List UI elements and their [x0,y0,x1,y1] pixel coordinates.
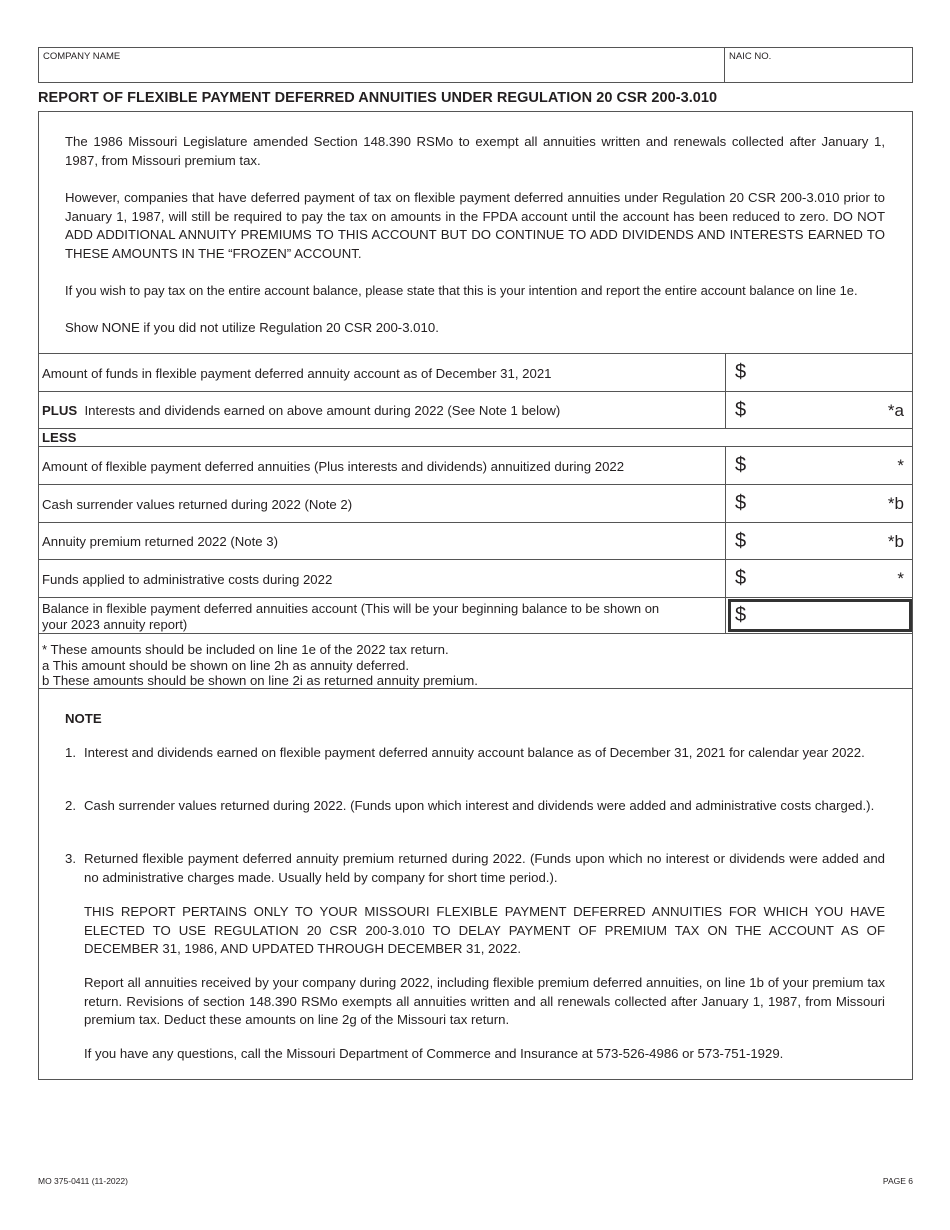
note-item-2 [65,797,885,816]
amount-field-interest[interactable] [725,392,912,428]
dollar-sign: $ [735,604,747,626]
row-label [42,601,659,633]
amount-field-funds[interactable] [725,354,912,391]
less-label: LESS [42,430,77,445]
row-label: Amount of funds in flexible payment deferred annuity account as of December 31, 2021 [42,366,552,381]
naic-number-label: NAIC NO. [729,51,772,62]
row-label: Annuity premium returned 2022 (Note 3) [42,534,279,549]
page-number: PAGE 6 [882,1176,913,1186]
row-label: Cash surrender values returned during 2022 (Note 2) [42,497,353,512]
dollar-sign: $ [735,361,747,383]
plus-label-text: Interests and dividends earned on above amount during 2022 (See Note 1 below) [84,403,561,418]
footnote-mark: * [897,456,904,475]
row-less-header [38,428,913,446]
footnote-b: b These amounts should be shown on line 2i as returned annuity premium. [42,673,478,688]
row-annuitized [38,446,913,484]
footnote-mark: *a [887,401,904,420]
amount-field-balance[interactable] [725,598,912,633]
note-item-3 [65,850,885,887]
balance-label-line: your 2023 annuity report) [42,617,188,632]
intro-paragraph: Show NONE if you did not utilize Regulation 20 CSR 200-3.010. [65,320,439,335]
row-label: Funds applied to administrative costs during 2022 [42,572,333,587]
dollar-sign: $ [735,567,747,589]
dollar-sign: $ [735,492,747,514]
note-heading: NOTE [65,711,102,726]
intro-paragraph: If you wish to pay tax on the entire account balance, please state that this is your intention and report the entire account balance on line 1e. [65,283,858,298]
plus-prefix: PLUS [42,403,78,418]
footnote-a: a This amount should be shown on line 2h as annuity deferred. [42,657,410,673]
amount-field-premium-returned[interactable] [725,523,912,559]
row-label: Amount of flexible payment deferred annuities (Plus interests and dividends) annuitized during 2022 [42,459,625,474]
intro-paragraph: However, companies that have deferred payment of tax on flexible payment deferred annuities under Regulation 20 CSR 200-3.010 prior to January 1, 1987, will still be required to pay the tax on amounts in the FPDA account until the account has been reduced to zero. DO NOT ADD ADDITIONAL ANNUITY PREMIUMS TO THIS ACCOUNT BUT DO CONTINUE TO ADD DIVIDENDS AND INTERESTS EARNED TO THESE AMOUNTS IN THE “FROZEN” ACCOUNT. [65,190,885,261]
footnote-star: * These amounts should be included on line 1e of the 2022 tax return. [42,642,449,657]
section-divider [38,688,913,689]
footnote-mark: * [897,569,904,588]
footnote-mark: *b [887,532,904,551]
row-label [42,403,560,419]
intro-paragraph: The 1986 Missouri Legislature amended Section 148.390 RSMo to exempt all annuities written and renewals collected after January 1, 1987, from Missouri premium tax. [65,134,885,168]
note-text: Cash surrender values returned during 2022. (Funds upon which interest and dividends were added and administrative costs charged.). [84,798,875,813]
amount-field-admin-costs[interactable] [725,560,912,597]
amount-field-cash-surrender[interactable] [725,485,912,522]
row-plus-interest [38,391,913,428]
note-number: 2. [65,798,76,813]
dollar-sign: $ [735,399,747,421]
balance-label-line: Balance in flexible payment deferred annuities account (This will be your beginning balance to be shown on [42,601,660,616]
notice-paragraph: Report all annuities received by your company during 2022, including flexible premium deferred annuities, on line 1b of your premium tax return. Revisions of section 148.390 RSMo exempts all annuities written and all renewals collected after January 1, 1987, from Missouri premium tax. Deduct these amounts on line 2g of the Missouri tax return. [84,975,885,1027]
dollar-sign: $ [735,454,747,476]
balance-box [728,599,912,632]
notice-paragraph: THIS REPORT PERTAINS ONLY TO YOUR MISSOURI FLEXIBLE PAYMENT DEFERRED ANNUITIES FOR WHICH YOU HAVE ELECTED TO USE REGULATION 20 CSR 200-3.010 TO DELAY PAYMENT OF PREMIUM TAX ON THE ACCOUNT AS OF DECEMBER 31, 1986, AND UPDATED THROUGH DECEMBER 31, 2022. [84,904,885,956]
row-admin-costs [38,559,913,597]
report-title: REPORT OF FLEXIBLE PAYMENT DEFERRED ANNUITIES UNDER REGULATION 20 CSR 200-3.010 [38,90,718,106]
note-number: 3. [65,851,76,866]
amount-field-annuitized[interactable] [725,447,912,484]
contact-paragraph: If you have any questions, call the Missouri Department of Commerce and Insurance at 573-526-4986 or 573-751-1929. [84,1046,784,1061]
row-premium-returned [38,522,913,559]
naic-number-field[interactable] [725,48,912,82]
company-name-field[interactable] [39,48,725,82]
note-text: Returned flexible payment deferred annuity premium returned during 2022. (Funds upon which no interest or dividends were added and no administrative charges made. Usually held by company for short time period.). [84,851,885,885]
company-name-label: COMPANY NAME [43,51,121,62]
note-text: Interest and dividends earned on flexible payment deferred annuity account balance as of December 31, 2021 for calendar year 2022. [84,745,865,760]
form-id: MO 375-0411 (11-2022) [38,1176,128,1186]
row-ending-balance [38,597,913,634]
row-cash-surrender [38,484,913,522]
company-header [38,47,913,83]
footnotes [42,642,478,689]
dollar-sign: $ [735,530,747,552]
note-item-1 [65,744,885,763]
note-number: 1. [65,745,76,760]
footnote-mark: *b [887,494,904,513]
row-funds-beginning [38,353,913,391]
